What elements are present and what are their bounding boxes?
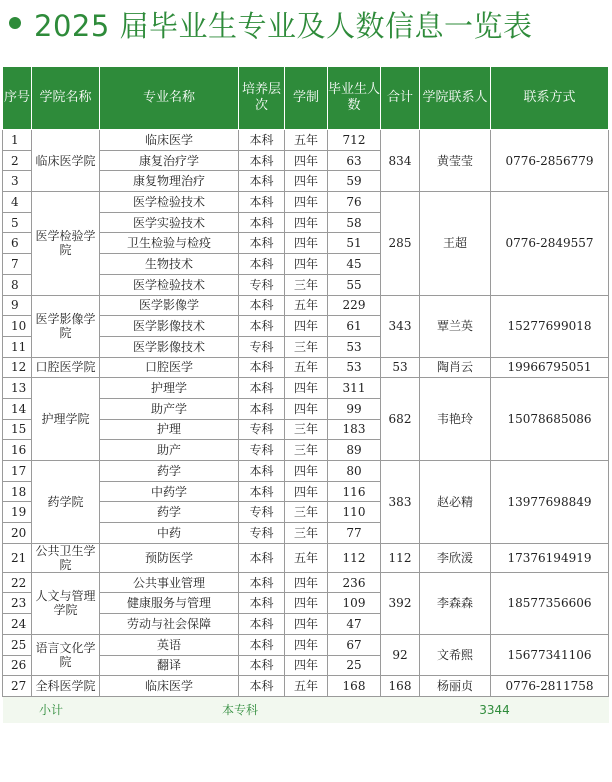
college-contact: 文希熙 [420, 634, 491, 675]
row-index: 17 [3, 461, 32, 482]
training-level: 本科 [239, 481, 285, 502]
table-row [3, 130, 609, 151]
table-row [3, 295, 609, 316]
row-index: 23 [3, 593, 32, 614]
study-duration: 三年 [285, 419, 328, 440]
row-index: 25 [3, 634, 32, 655]
training-level: 专科 [239, 274, 285, 295]
training-level: 本科 [239, 254, 285, 275]
bullet-dot-icon [9, 17, 21, 29]
graduate-count: 76 [328, 192, 381, 213]
study-duration: 三年 [285, 523, 328, 544]
row-index: 8 [3, 274, 32, 295]
major-name: 护理 [100, 419, 239, 440]
study-duration: 四年 [285, 634, 328, 655]
contact-phone: 15078685086 [491, 378, 609, 461]
graduate-count: 168 [328, 676, 381, 697]
college-contact: 陶肖云 [420, 357, 491, 378]
graduate-count: 116 [328, 481, 381, 502]
study-duration: 四年 [285, 572, 328, 593]
row-index: 9 [3, 295, 32, 316]
graduate-count: 112 [328, 543, 381, 572]
training-level: 本科 [239, 192, 285, 213]
major-name: 助产 [100, 440, 239, 461]
contact-phone: 18577356606 [491, 572, 609, 634]
header-total: 合计 [381, 67, 420, 130]
major-name: 翻译 [100, 655, 239, 676]
major-name: 中药学 [100, 481, 239, 502]
college-contact: 赵必精 [420, 461, 491, 544]
table-row [3, 357, 609, 378]
major-name: 卫生检验与检疫 [100, 233, 239, 254]
college-name: 公共卫生学院 [32, 543, 100, 572]
graduate-count: 99 [328, 398, 381, 419]
major-name: 医学影像技术 [100, 316, 239, 337]
major-name: 药学 [100, 502, 239, 523]
college-contact: 覃兰英 [420, 295, 491, 357]
graduate-count: 53 [328, 336, 381, 357]
header-index: 序号 [3, 67, 32, 130]
row-index: 12 [3, 357, 32, 378]
summary-row [3, 696, 609, 723]
graduate-count: 25 [328, 655, 381, 676]
training-level: 本科 [239, 676, 285, 697]
training-level: 专科 [239, 523, 285, 544]
row-index: 26 [3, 655, 32, 676]
major-name: 助产学 [100, 398, 239, 419]
training-level: 专科 [239, 440, 285, 461]
row-index: 21 [3, 543, 32, 572]
training-level: 本科 [239, 593, 285, 614]
row-index: 15 [3, 419, 32, 440]
row-index: 14 [3, 398, 32, 419]
graduate-count: 53 [328, 357, 381, 378]
study-duration: 四年 [285, 171, 328, 192]
header-duration: 学制 [285, 67, 328, 130]
college-total: 834 [381, 130, 420, 192]
training-level: 本科 [239, 543, 285, 572]
training-level: 本科 [239, 316, 285, 337]
table-row [3, 676, 609, 697]
row-index: 10 [3, 316, 32, 337]
study-duration: 四年 [285, 593, 328, 614]
study-duration: 四年 [285, 398, 328, 419]
summary-total: 3344 [381, 696, 609, 723]
college-name: 护理学院 [32, 378, 100, 461]
major-name: 医学影像学 [100, 295, 239, 316]
study-duration: 五年 [285, 295, 328, 316]
header-college: 学院名称 [32, 67, 100, 130]
training-level: 本科 [239, 378, 285, 399]
training-level: 专科 [239, 419, 285, 440]
major-name: 康复物理治疗 [100, 171, 239, 192]
college-total: 392 [381, 572, 420, 634]
study-duration: 四年 [285, 378, 328, 399]
study-duration: 四年 [285, 461, 328, 482]
study-duration: 五年 [285, 543, 328, 572]
major-name: 健康服务与管理 [100, 593, 239, 614]
row-index: 5 [3, 212, 32, 233]
table-row [3, 461, 609, 482]
study-duration: 四年 [285, 233, 328, 254]
training-level: 本科 [239, 572, 285, 593]
graduate-count: 77 [328, 523, 381, 544]
graduate-count: 110 [328, 502, 381, 523]
graduate-count: 229 [328, 295, 381, 316]
college-name: 语言文化学院 [32, 634, 100, 675]
college-total: 383 [381, 461, 420, 544]
study-duration: 四年 [285, 254, 328, 275]
training-level: 本科 [239, 171, 285, 192]
college-total: 112 [381, 543, 420, 572]
row-index: 7 [3, 254, 32, 275]
contact-phone: 19966795051 [491, 357, 609, 378]
study-duration: 三年 [285, 502, 328, 523]
college-total: 682 [381, 378, 420, 461]
study-duration: 四年 [285, 212, 328, 233]
training-level: 本科 [239, 614, 285, 635]
row-index: 1 [3, 130, 32, 151]
header-level: 培养层次 [239, 67, 285, 130]
graduate-count: 183 [328, 419, 381, 440]
table-row [3, 543, 609, 572]
major-name: 生物技术 [100, 254, 239, 275]
graduate-count: 58 [328, 212, 381, 233]
summary-label: 小计 [3, 696, 100, 723]
study-duration: 三年 [285, 440, 328, 461]
graduate-count: 59 [328, 171, 381, 192]
row-index: 18 [3, 481, 32, 502]
table-header-row [3, 67, 609, 130]
major-name: 劳动与社会保障 [100, 614, 239, 635]
contact-phone: 0776-2856779 [491, 130, 609, 192]
training-level: 本科 [239, 212, 285, 233]
college-total: 53 [381, 357, 420, 378]
college-total: 343 [381, 295, 420, 357]
row-index: 22 [3, 572, 32, 593]
college-name: 全科医学院 [32, 676, 100, 697]
graduate-count: 311 [328, 378, 381, 399]
study-duration: 五年 [285, 357, 328, 378]
graduate-count: 55 [328, 274, 381, 295]
table-row [3, 634, 609, 655]
graduate-count: 80 [328, 461, 381, 482]
contact-phone: 0776-2849557 [491, 192, 609, 295]
row-index: 2 [3, 150, 32, 171]
college-contact: 王超 [420, 192, 491, 295]
major-name: 药学 [100, 461, 239, 482]
major-name: 医学实验技术 [100, 212, 239, 233]
study-duration: 五年 [285, 130, 328, 151]
header-count: 毕业生人数 [328, 67, 381, 130]
graduate-count: 45 [328, 254, 381, 275]
college-contact: 韦艳玲 [420, 378, 491, 461]
header-contact: 学院联系人 [420, 67, 491, 130]
table-row [3, 192, 609, 213]
major-name: 医学影像技术 [100, 336, 239, 357]
contact-phone: 0776-2811758 [491, 676, 609, 697]
graduate-table [2, 66, 609, 723]
training-level: 专科 [239, 336, 285, 357]
contact-phone: 15277699018 [491, 295, 609, 357]
row-index: 4 [3, 192, 32, 213]
contact-phone: 17376194919 [491, 543, 609, 572]
row-index: 13 [3, 378, 32, 399]
training-level: 本科 [239, 150, 285, 171]
row-index: 3 [3, 171, 32, 192]
major-name: 英语 [100, 634, 239, 655]
major-name: 中药 [100, 523, 239, 544]
row-index: 16 [3, 440, 32, 461]
graduate-count: 89 [328, 440, 381, 461]
contact-phone: 13977698849 [491, 461, 609, 544]
study-duration: 四年 [285, 655, 328, 676]
header-phone: 联系方式 [491, 67, 609, 130]
training-level: 本科 [239, 233, 285, 254]
row-index: 27 [3, 676, 32, 697]
college-total: 168 [381, 676, 420, 697]
major-name: 预防医学 [100, 543, 239, 572]
study-duration: 三年 [285, 336, 328, 357]
row-index: 20 [3, 523, 32, 544]
table-row [3, 378, 609, 399]
training-level: 本科 [239, 655, 285, 676]
college-contact: 李森森 [420, 572, 491, 634]
major-name: 医学检验技术 [100, 192, 239, 213]
college-contact: 李欣湲 [420, 543, 491, 572]
training-level: 本科 [239, 357, 285, 378]
row-index: 24 [3, 614, 32, 635]
table-row [3, 572, 609, 593]
college-name: 口腔医学院 [32, 357, 100, 378]
college-contact: 杨丽贞 [420, 676, 491, 697]
study-duration: 四年 [285, 316, 328, 337]
contact-phone: 15677341106 [491, 634, 609, 675]
major-name: 临床医学 [100, 130, 239, 151]
college-name: 人文与管理学院 [32, 572, 100, 634]
row-index: 6 [3, 233, 32, 254]
study-duration: 三年 [285, 274, 328, 295]
college-total: 92 [381, 634, 420, 675]
graduate-count: 63 [328, 150, 381, 171]
graduate-count: 109 [328, 593, 381, 614]
college-contact: 黄莹莹 [420, 130, 491, 192]
college-name: 临床医学院 [32, 130, 100, 192]
row-index: 19 [3, 502, 32, 523]
graduate-count: 61 [328, 316, 381, 337]
training-level: 本科 [239, 295, 285, 316]
study-duration: 四年 [285, 481, 328, 502]
major-name: 临床医学 [100, 676, 239, 697]
college-name: 药学院 [32, 461, 100, 544]
training-level: 专科 [239, 502, 285, 523]
summary-scope: 本专科 [100, 696, 381, 723]
page-title: 2025 届毕业生专业及人数信息一览表 [34, 9, 533, 43]
training-level: 本科 [239, 130, 285, 151]
graduate-count: 67 [328, 634, 381, 655]
study-duration: 四年 [285, 192, 328, 213]
training-level: 本科 [239, 634, 285, 655]
row-index: 11 [3, 336, 32, 357]
major-name: 护理学 [100, 378, 239, 399]
training-level: 本科 [239, 461, 285, 482]
major-name: 医学检验技术 [100, 274, 239, 295]
college-total: 285 [381, 192, 420, 295]
graduate-count: 47 [328, 614, 381, 635]
major-name: 康复治疗学 [100, 150, 239, 171]
major-name: 口腔医学 [100, 357, 239, 378]
graduate-count: 51 [328, 233, 381, 254]
study-duration: 五年 [285, 676, 328, 697]
header-major: 专业名称 [100, 67, 239, 130]
page-header [0, 0, 612, 60]
study-duration: 四年 [285, 614, 328, 635]
graduate-count: 236 [328, 572, 381, 593]
table-body [3, 130, 609, 723]
college-name: 医学检验学院 [32, 192, 100, 295]
graduate-count: 712 [328, 130, 381, 151]
training-level: 本科 [239, 398, 285, 419]
major-name: 公共事业管理 [100, 572, 239, 593]
study-duration: 四年 [285, 150, 328, 171]
college-name: 医学影像学院 [32, 295, 100, 357]
